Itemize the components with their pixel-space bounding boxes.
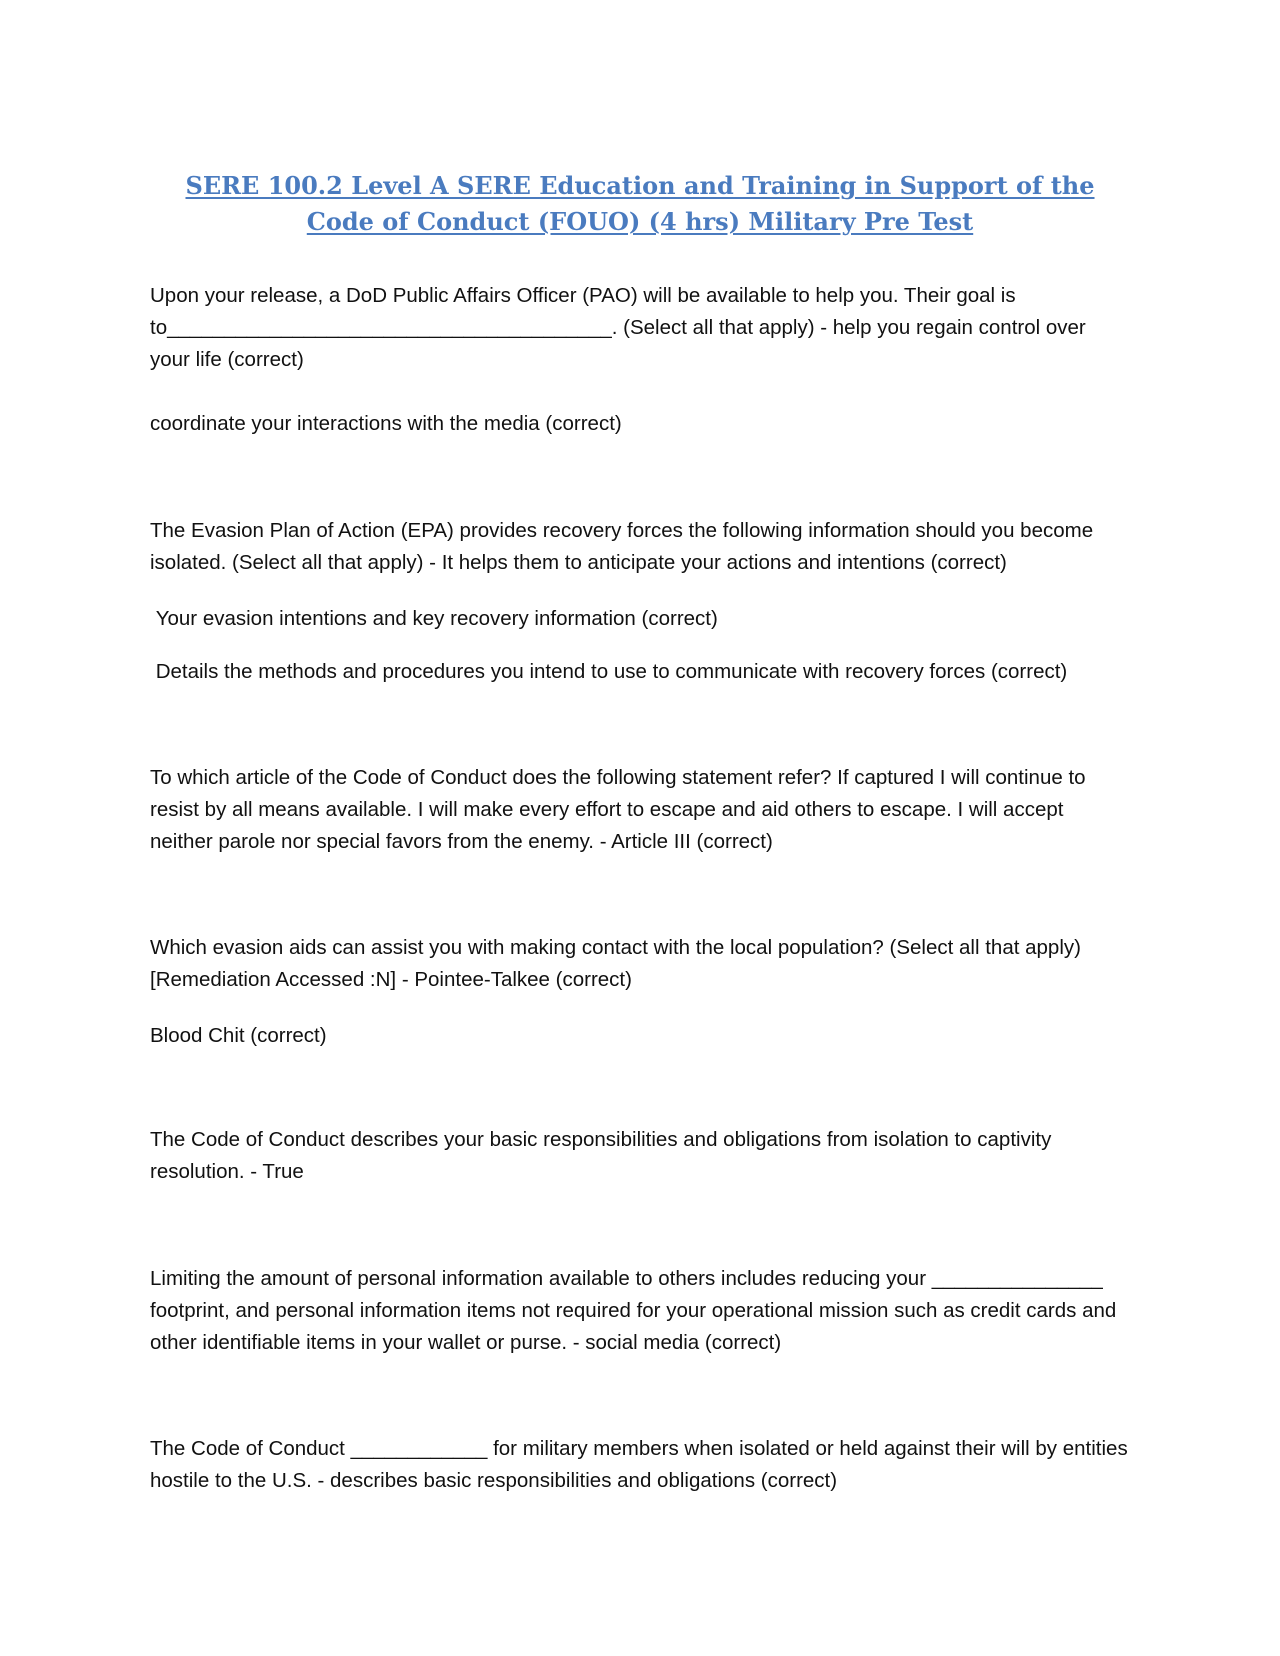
answer-blood-chit: Blood Chit (correct): [150, 1024, 327, 1047]
answer-coordinate-media: coordinate your interactions with the media (correct): [150, 412, 622, 435]
question-evasion-plan: The Evasion Plan of Action (EPA) provides recovery forces the following information should you become isolated. (Select all that apply) - It helps them to anticipate your actions and intentions (correct): [150, 519, 1099, 574]
answer-communication-methods: Details the methods and procedures you intend to use to communicate with recovery forces (correct): [150, 660, 1068, 683]
document-title: SERE 100.2 Level A SERE Education and Training in Support of the Code of Conduct (FOUO) (4 hrs) Military Pre Test: [185, 171, 1095, 236]
answer-evasion-intentions: Your evasion intentions and key recovery information (correct): [150, 607, 718, 630]
question-code-responsibilities: The Code of Conduct describes your basic responsibilities and obligations from isolation to captivity resolution. - True: [150, 1128, 1058, 1183]
question-code-describes: The Code of Conduct ____________ for military members when isolated or held against their will by entities hostile to the U.S. - describes basic responsibilities and obligations (correct): [150, 1437, 1134, 1492]
question-personal-information: Limiting the amount of personal information available to others includes reducing your _______________ footprint, and personal information items not required for your operational mission such as credit cards and other identifiable items in your wallet or purse. - social media (correct): [150, 1267, 1122, 1354]
question-pao-goal: Upon your release, a DoD Public Affairs Officer (PAO) will be available to help you. Their goal is to_______________________________________. (Select all that apply) - help you regain control over your life (correct): [150, 284, 1092, 371]
question-code-article: To which article of the Code of Conduct does the following statement refer? If captured I will continue to resist by all means available. I will make every effort to escape and aid others to escape. I will accept neither parole nor special favors from the enemy. - Article III (correct): [150, 766, 1092, 853]
question-evasion-aids: Which evasion aids can assist you with making contact with the local population? (Select all that apply) [Remediation Accessed :N] - Pointee-Talkee (correct): [150, 936, 1087, 991]
